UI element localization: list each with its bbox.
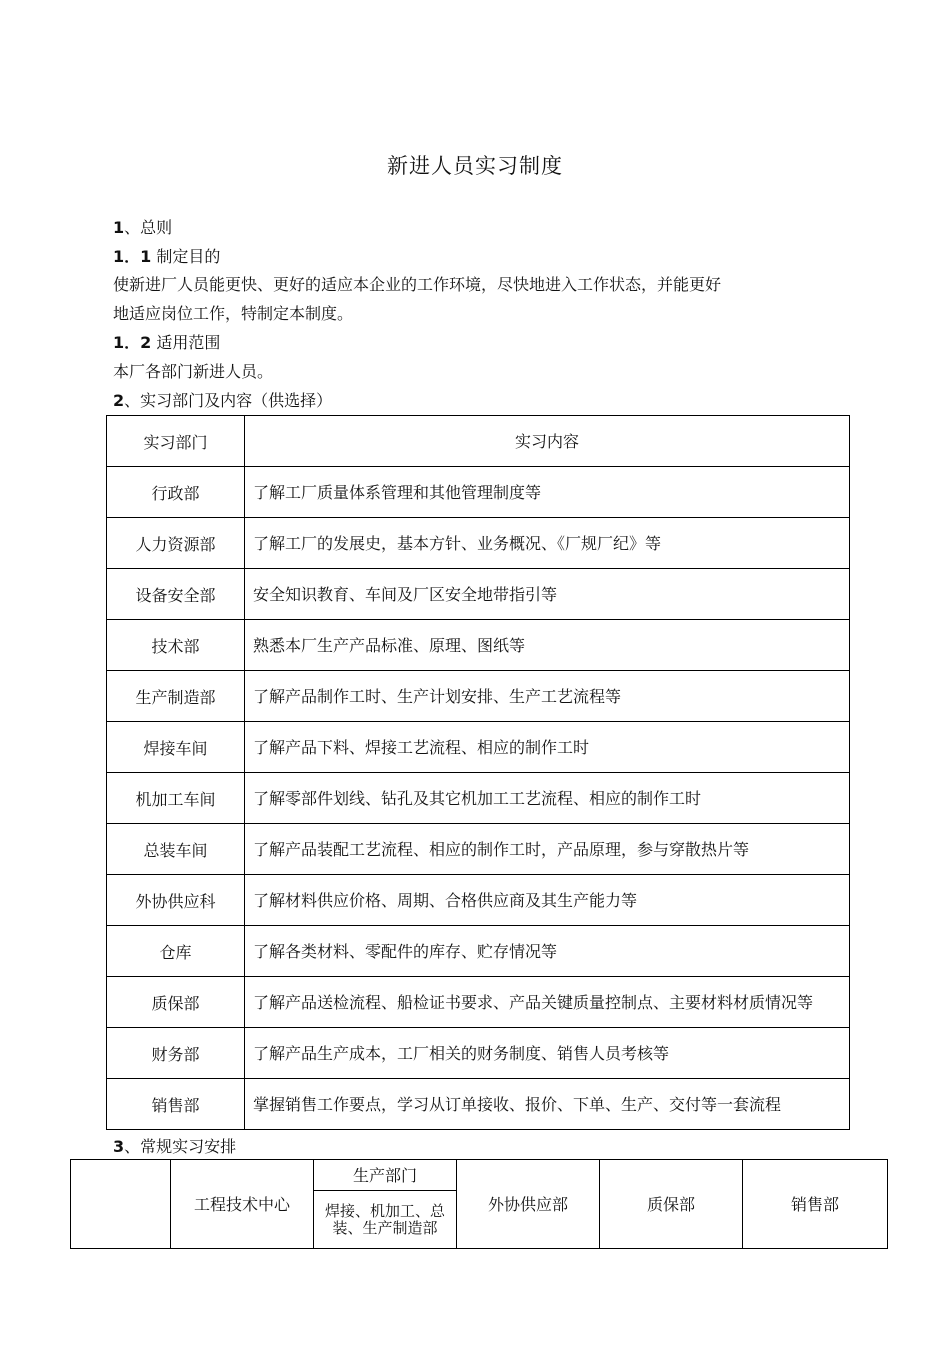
section3-title: 、常规实习安排 [124,1137,237,1156]
table-row [107,620,850,671]
table-row [107,1079,850,1130]
table-row [107,569,850,620]
content-cell: 了解工厂的发展史，基本方针、业务概况、《厂规厂纪》等 [245,518,850,569]
scope-text: 本厂各部门新进人员。 [113,362,274,381]
section1-title: 、总则 [124,218,173,237]
schedule-sales-cell: 销售部 [743,1160,888,1249]
content-cell: 了解各类材料、零配件的库存、贮存情况等 [245,926,850,977]
content-cell: 了解零部件划线、钻孔及其它机加工工艺流程、相应的制作工时 [245,773,850,824]
content-cell: 熟悉本厂生产产品标准、原理、图纸等 [245,620,850,671]
dept-cell: 质保部 [107,977,245,1028]
dept-cell: 行政部 [107,467,245,518]
dept-cell: 外协供应科 [107,875,245,926]
content-cell: 了解产品生产成本，工厂相关的财务制度、销售人员考核等 [245,1028,850,1079]
table-row [107,467,850,518]
schedule-production-cell: 生产部门 [314,1160,457,1191]
section1-2-heading [113,333,220,353]
table-header-row [107,416,850,467]
content-cell: 了解材料供应价格、周期、合格供应商及其生产能力等 [245,875,850,926]
page-title: 新进人员实习制度 [387,154,563,178]
dept-cell: 技术部 [107,620,245,671]
schedule-engineering-cell: 工程技术中心 [171,1160,314,1249]
table-row [107,875,850,926]
table-row [107,926,850,977]
purpose-line-2: 地适应岗位工作，特制定本制度。 [113,304,354,323]
dept-cell: 机加工车间 [107,773,245,824]
table-row [107,671,850,722]
internship-department-table [106,415,850,1130]
content-cell: 了解产品装配工艺流程、相应的制作工时，产品原理，参与穿散热片等 [245,824,850,875]
dept-cell: 人力资源部 [107,518,245,569]
header-dept: 实习部门 [107,416,245,467]
section1-1-title: 制定目的 [151,247,221,266]
section1-heading [113,218,172,238]
purpose-line-1: 使新进厂人员能更快、更好的适应本企业的工作环境，尽快地进入工作状态，并能更好 [113,275,722,294]
section1-1-number: 1．1 [113,247,152,266]
dept-cell: 财务部 [107,1028,245,1079]
dept-cell: 设备安全部 [107,569,245,620]
section2-title: 、实习部门及内容（供选择） [124,391,333,410]
content-cell: 了解产品送检流程、船检证书要求、产品关键质量控制点、主要材料材质情况等 [245,977,850,1028]
content-cell: 了解产品下料、焊接工艺流程、相应的制作工时 [245,722,850,773]
section1-2-title: 适用范围 [151,333,221,352]
section3-number: 3 [113,1137,125,1156]
schedule-blank-cell [71,1160,171,1249]
table-row [107,977,850,1028]
internship-schedule-table [70,1159,888,1249]
schedule-production-sub-cell: 焊接、机加工、总装、生产制造部 [314,1191,457,1249]
table-row [107,518,850,569]
schedule-quality-cell: 质保部 [600,1160,743,1249]
section2-number: 2 [113,391,125,410]
content-cell: 了解工厂质量体系管理和其他管理制度等 [245,467,850,518]
section2-heading [113,391,332,411]
schedule-header-row [71,1160,888,1191]
section1-1-heading [113,247,220,267]
table-row [107,1028,850,1079]
content-cell: 了解产品制作工时、生产计划安排、生产工艺流程等 [245,671,850,722]
dept-cell: 总装车间 [107,824,245,875]
header-content: 实习内容 [245,416,850,467]
table-row [107,824,850,875]
dept-cell: 销售部 [107,1079,245,1130]
dept-cell: 仓库 [107,926,245,977]
section1-number: 1 [113,218,125,237]
dept-cell: 生产制造部 [107,671,245,722]
dept-cell: 焊接车间 [107,722,245,773]
schedule-outsourcing-cell: 外协供应部 [457,1160,600,1249]
table-row [107,722,850,773]
section1-2-number: 1．2 [113,333,152,352]
content-cell: 安全知识教育、车间及厂区安全地带指引等 [245,569,850,620]
section3-heading [113,1137,236,1157]
table-row [107,773,850,824]
content-cell: 掌握销售工作要点，学习从订单接收、报价、下单、生产、交付等一套流程 [245,1079,850,1130]
